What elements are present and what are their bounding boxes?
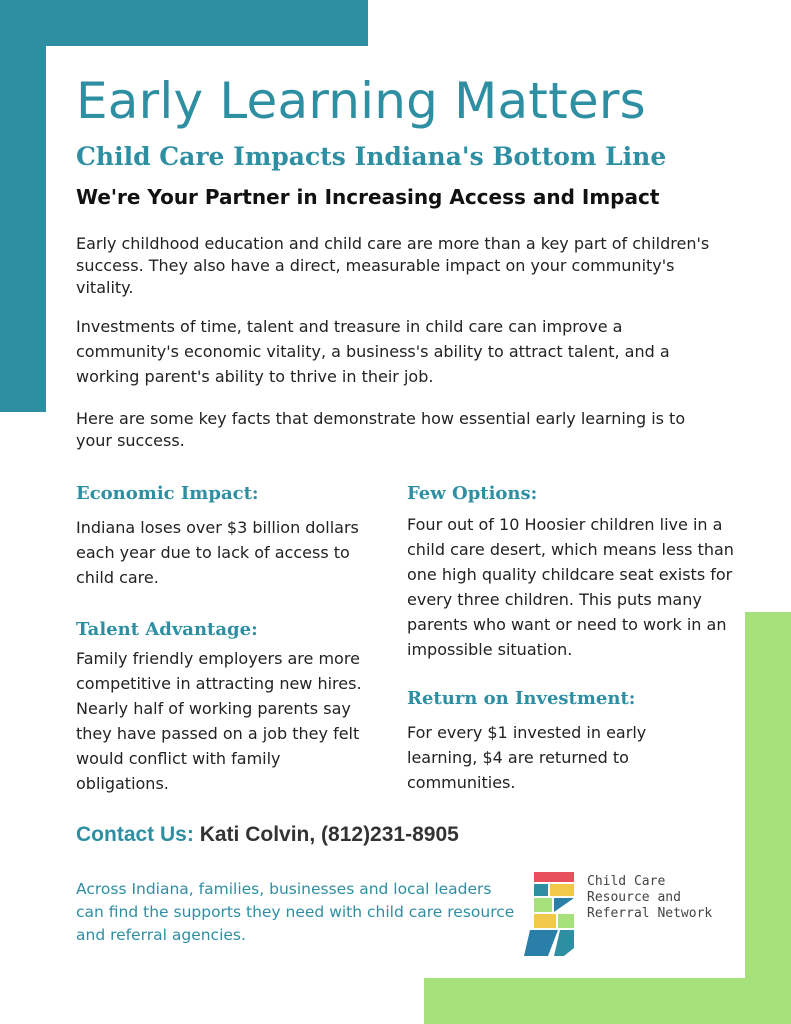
green-corner-bar-right — [745, 612, 791, 1024]
contact-line — [76, 823, 459, 847]
page-tagline: We're Your Partner in Increasing Access and Impact — [76, 185, 660, 209]
return-on-investment-text: For every $1 invested in early learning, $4 are returned to communities. — [407, 723, 647, 792]
contact-label: Contact Us: — [76, 823, 194, 846]
green-corner-bar-bottom — [424, 978, 791, 1024]
logo-text-line-2: Resource and — [587, 890, 681, 905]
page-subtitle: Child Care Impacts Indiana's Bottom Line — [76, 142, 667, 171]
teal-corner-bar-top — [0, 0, 368, 46]
few-options-text: Four out of 10 Hoosier children live in a child care desert, which means less than one high quality childcare seat exists for every three children. This puts many parents who want or need to work in an impossible situation. — [407, 515, 734, 659]
contact-value[interactable]: Kati Colvin, (812)231-8905 — [199, 823, 459, 846]
economic-impact-heading: Economic Impact: — [76, 483, 259, 504]
economic-impact-text: Indiana loses over $3 billion dollars each year due to lack of access to child care. — [76, 518, 359, 587]
indiana-logo-icon — [524, 872, 580, 956]
footer-text: Across Indiana, families, businesses and local leaders can find the supports they need with child care resource and referral agencies. — [76, 880, 515, 944]
few-options-heading: Few Options: — [407, 483, 538, 504]
intro-paragraph-2: Investments of time, talent and treasure in child care can improve a community's economic vitality, a business's ability to attract talent, and a working parent's ability to thrive in their job. — [76, 317, 670, 386]
talent-advantage-text: Family friendly employers are more competitive in attracting new hires. Nearly half of working parents say they have passed on a job they felt would conflict with family obligations. — [76, 649, 362, 793]
intro-paragraph-1: Early childhood education and child care are more than a key part of children's success. They also have a direct, measurable impact on your community's vitality. — [76, 234, 710, 297]
logo-text-line-3: Referral Network — [587, 906, 713, 921]
return-on-investment-heading: Return on Investment: — [407, 688, 636, 709]
page-title: Early Learning Matters — [76, 72, 646, 130]
logo-text — [587, 874, 712, 922]
teal-corner-bar-left — [0, 0, 46, 412]
intro-paragraph-3: Here are some key facts that demonstrate how essential early learning is to your success. — [76, 409, 686, 450]
talent-advantage-heading: Talent Advantage: — [76, 619, 258, 640]
logo-text-line-1: Child Care — [587, 874, 666, 889]
